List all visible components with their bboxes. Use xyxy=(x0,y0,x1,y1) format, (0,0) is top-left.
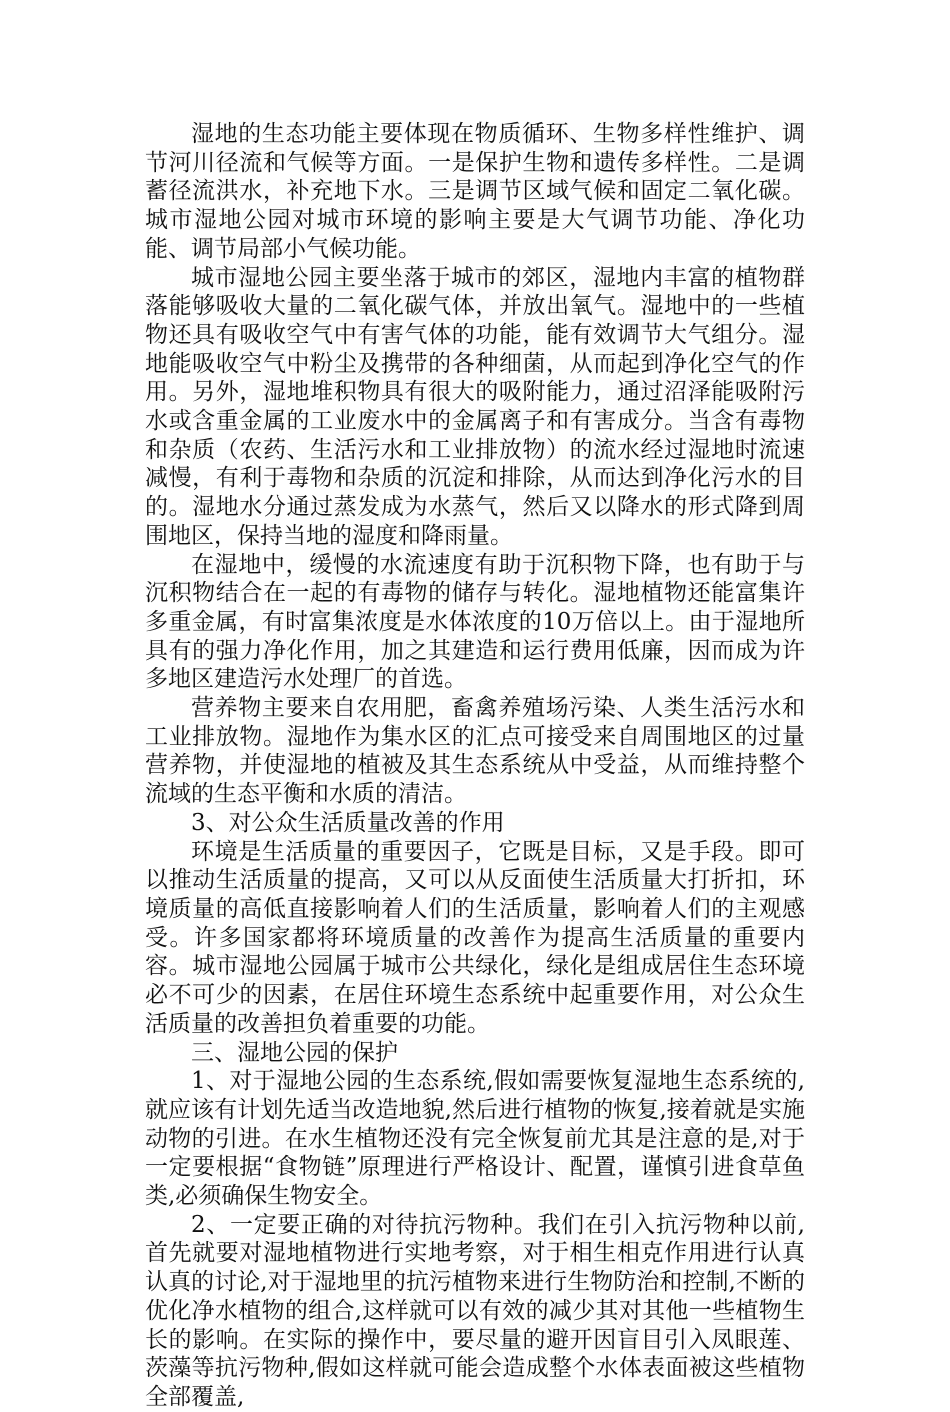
paragraph: 环境是生活质量的重要因子，它既是目标，又是手段。即可以推动生活质量的提高，又可以从反面使生活质量大打折扣，环境质量的高低直接影响着人们的生活质量，影响着人们的主观感受。许多国家都将环境质量的改善作为提高生活质量的重要内容。城市湿地公园属于城市公共绿化，绿化是组成居住生态环境必不可少的因素，在居住环境生态系统中起重要作用，对公众生活质量的改善担负着重要的功能。 xyxy=(145,838,805,1037)
paragraph: 1、对于湿地公园的生态系统,假如需要恢复湿地生态系统的,就应该有计划先适当改造地貌,然后进行植物的恢复,接着就是实施动物的引进。在水生植物还没有完全恢复前尤其是注意的是,对于一定要根据“食物链”原理进行严格设计、配置，谨慎引进食草鱼类,必须确保生物安全。 xyxy=(145,1068,805,1210)
paragraph: 城市湿地公园主要坐落于城市的郊区，湿地内丰富的植物群落能够吸收大量的二氧化碳气体，并放出氧气。湿地中的一些植物还具有吸收空气中有害气体的功能，能有效调节大气组分。湿地能吸收空气中粉尘及携带的各种细菌，从而起到净化空气的作用。另外，湿地堆积物具有很大的吸附能力，通过沼泽能吸附污水或含重金属的工业废水中的金属离子和有害成分。当含有毒物和杂质（农药、生活污水和工业排放物）的流水经过湿地时流速减慢，有利于毒物和杂质的沉淀和排除，从而达到净化污水的目的。湿地水分通过蒸发成为水蒸气，然后又以降水的形式降到周围地区，保持当地的湿度和降雨量。 xyxy=(145,264,805,549)
section-heading: 三、湿地公园的保护 xyxy=(191,1039,398,1066)
paragraph: 湿地的生态功能主要体现在物质循环、生物多样性维护、调节河川径流和气候等方面。一是保护生物和遗传多样性。二是调蓄径流洪水，补充地下水。三是调节区域气候和固定二氧化碳。城市湿地公园对城市环境的影响主要是大气调节功能、净化功能、调节局部小气候功能。 xyxy=(145,121,805,262)
document-page xyxy=(145,120,805,1412)
paragraph: 在湿地中，缓慢的水流速度有助于沉积物下降，也有助于与沉积物结合在一起的有毒物的储存与转化。湿地植物还能富集许多重金属，有时富集浓度是水体浓度的10万倍以上。由于湿地所具有的强力净化作用，加之其建造和运行费用低廉，因而成为许多地区建造污水处理厂的首选。 xyxy=(145,551,805,693)
paragraph: 营养物主要来自农用肥，畜禽养殖场污染、人类生活污水和工业排放物。湿地作为集水区的汇点可接受来自周围地区的过量营养物，并使湿地的植被及其生态系统从中受益，从而维持整个流域的生态平衡和水质的清洁。 xyxy=(145,695,805,808)
paragraph: 2、一定要正确的对待抗污物种。我们在引入抗污物种以前,首先就要对湿地植物进行实地考察，对于相生相克作用进行认真认真的讨论,对于湿地里的抗污植物来进行生物防治和控制,不断的优化净水植物的组合,这样就可以有效的减少其对其他一些植物生长的影响。在实际的操作中，要尽量的避开因盲目引入凤眼莲、茨藻等抗污物种,假如这样就可能会造成整个水体表面被这些植物全部覆盖, xyxy=(145,1211,805,1410)
section-heading: 3、对公众生活质量改善的作用 xyxy=(191,809,505,836)
